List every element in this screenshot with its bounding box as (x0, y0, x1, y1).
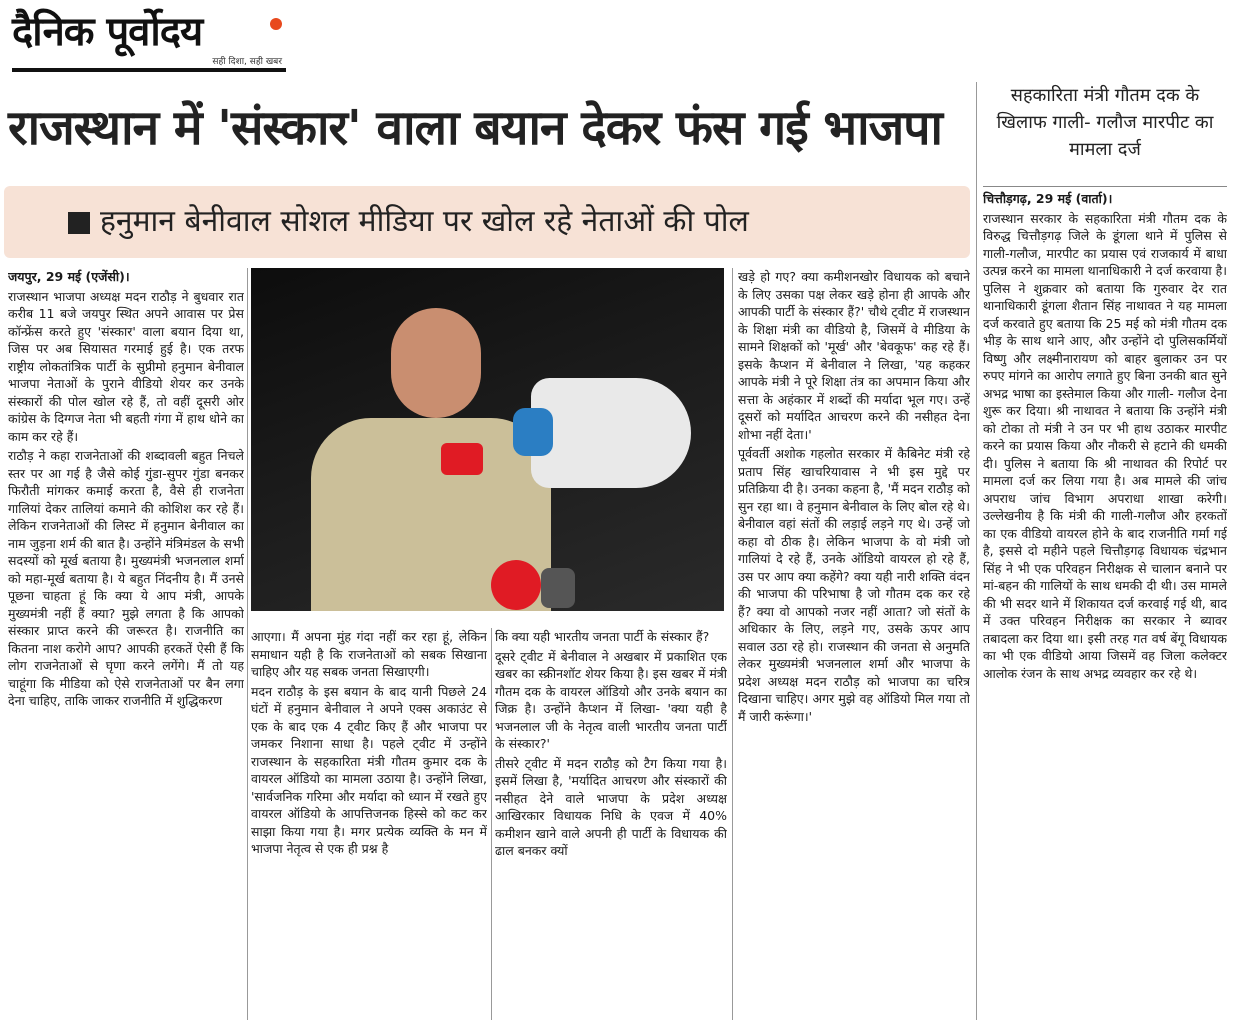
masthead-tagline: सही दिशा, सही खबर (212, 57, 282, 67)
article-photo (251, 268, 724, 611)
side-article-body (983, 190, 1227, 1020)
side-article-headline: सहकारिता मंत्री गौतम दक के खिलाफ गाली- गलौज मारपीट का मामला दर्ज (996, 85, 1214, 160)
logo-accent-dot (270, 18, 282, 30)
side-column-divider (976, 82, 977, 1020)
subheadline: हनुमान बेनीवाल सोशल मीडिया पर खोल रहे नेताओं की पोल (100, 204, 749, 239)
megaphone-cap (513, 408, 553, 456)
square-bullet-icon (68, 212, 90, 234)
article-paragraph: खड़े हो गए? क्या कमीशनखोर विधायक को बचाने के लिए उसका पक्ष लेकर खड़े होना ही आपके और आपकी पार्टी के संस्कार हैं?' चौथे ट्वीट में राजस्थान के शिक्षा मंत्री का वीडियो है, जिसमें वे मीडिया के सामने शिक्षकों को 'मूर्ख' और 'बेवकूफ' कह रहे हैं। इसके कैप्शन में बेनीवाल ने लिखा, 'यह कहकर आपके मंत्री ने पूरे शिक्षा तंत्र का अपमान किया और सत्ता के अहंकार में शब्दों की मर्यादा भूल गए। उन्हें दूसरों को मर्यादित आचरण करने की नसीहत देना शोभा नहीं देता।' (738, 269, 970, 442)
side-headline-rule (983, 186, 1227, 187)
main-article-column-3 (495, 628, 727, 1020)
masthead (12, 6, 286, 72)
article-paragraph: राठौड़ ने कहा राजनेताओं की शब्दावली बहुत निचले स्तर पर आ गई है जैसे कोई गुंडा-सुपर गुंडा बनकर फिरौती मांगकर कमाई करता है, वैसे ही राजनेता गालियां देकर तालियां कमाने की कोशिश कर रहे हैं। लेकिन राजनेताओं की लिस्ट में हनुमान बेनीवाल का नाम जुड़ना शर्म की बात है। उन्होंने मंत्रिमंडल के सभी सदस्यों को मूर्ख बताया है। मुख्यमंत्री भजनलाल शर्मा को महा-मूर्ख बताया है। ये बहुत निंदनीय है। मैं उनसे पूछना चाहता हूं कि क्या ये आप मंत्री, आपके मुख्यमंत्री नहीं हैं क्या? मुझे लगता है कि आपको संस्कार प्राप्त करने की जरूरत है। राजनीति का कितना नाश करोगे आप? आपकी हरकतें ऐसी हैं कि लोग राजनेताओं से घृणा करने लगेंगे। मैं तो यह चाहूंगा कि मीडिया को ऐसे राजनेताओं पर बैन लगा देना चाहिए, ताकि जाकर राजनीति में शुद्धिकरण (8, 448, 244, 708)
article-paragraph: दूसरे ट्वीट में बेनीवाल ने अखबार में प्रकाशित एक खबर का स्क्रीनशॉट शेयर किया है। इस खबर में मंत्री गौतम दक के वायरल ऑडियो और उनके बयान का जिक्र है। उन्होंने कैप्शन में लिखा- 'क्या यही है भजनलाल जी के नेतृत्व वाली भारतीय जनता पार्टी के संस्कार?' (495, 648, 727, 751)
side-article-paragraph: राजस्थान सरकार के सहकारिता मंत्री गौतम दक के विरुद्ध चित्तौड़गढ़ जिले के डूंगला थाने में पुलिस से गाली-गलौज, मारपीट का प्रयास एवं राजकार्य में बाधा उत्पन्न करने का मामला थानाधिकारी ने दर्ज करवाया है। पुलिस ने शुक्रवार को बताया कि गुरुवार देर रात थानाधिकारी डूंगला शैतान सिंह नाथावत ने यह मामला दर्ज करवाते हुए बताया कि 25 मई को मंत्री गौतम दक भीड़ के साथ थाने आए, और उन्होंने दो पुलिसकर्मियों विष्णु और लक्ष्मीनारायण को बाहर बुलाकर उन पर रुपए मांगने का आरोप लगाते हुए बिना उनकी बात सुने अभद्र भाषा का इस्तेमाल किया और गाली- गलौज देना शुरू कर दिया। श्री नाथावत ने बताया कि उन्होंने मंत्री को टोका तो मंत्री ने उन पर भी हाथ उठाकर मारपीट करने का प्रयास किया और नौकरी से हटाने की धमकी दी। पुलिस ने बताया कि श्री नाथावत की रिपोर्ट पर मामला दर्ज कर लिया गया है। अब मामले की जांच अपराध जांच विभाग अपराधा शाखा करेगी। उल्लेखनीय है कि मंत्री की गाली-गलौज और हरकतों का एक वीडियो वायरल होने के बाद राजनीति गर्मा गई है, इससे दो महीने पहले चित्तौड़गढ़ विधायक चंद्रभान सिंह ने भी एक परिवहन निरीक्षक से चालान बनाने पर मां-बहन की गालियों के साथ धमकी दी थी। उस मामले की भी सदर थाने में शिकायत दर्ज करवाई गई थी, बाद में उक्त परिवहन निरीक्षक का सरकार ने ब्यावर तबादला कर दिया था। इसी तरह गत वर्ष बेंगू विधायक का भी एक वीडियो आया जिसमें वह जिला कलेक्टर आलोक रंजन के साथ अभद्र व्यवहार कर रहे थे। (983, 210, 1227, 681)
article-paragraph: पूर्ववर्ती अशोक गहलोत सरकार में कैबिनेट मंत्री रहे प्रताप सिंह खाचरियावास ने भी इस मुद्दे पर प्रतिक्रिया दी है। उनका कहना है, 'मैं मदन राठौड़ को सुन रहा था। वे हनुमान बेनीवाल के लिए बोल रहे थे। बेनीवाल वहां संतों की लड़ाई लड़ने गए थे। उन्हें जो कहा वो ठीक है। लेकिन भाजपा के वो मंत्री जो गालियां दे रहे हैं, उनके ऑडियो वायरल हो रहे हैं, उस पर आप क्या कहेंगे? क्या यही नारी शक्ति वंदन की भाजपा की परिभाषा है जो गौतम दक कर रहे हैं? क्या वो आपको नजर नहीं आता? जो संतों के अधिकार के लिए, लड़ने गए, उसके ऊपर आप सवाल उठा रहे हो। राजस्थान की जनता से अनुमति लेकर मुख्यमंत्री भजनलाल शर्मा और भाजपा के प्रदेश अध्यक्ष मदन राठौड़ को भाजपा का चरित्र दिखाना चाहिए। अगर मुझे वह ऑडियो मिल गया तो मैं जारी करूंगा।' (738, 446, 970, 724)
article-paragraph: राजस्थान भाजपा अध्यक्ष मदन राठौड़ ने बुधवार रात करीब 11 बजे जयपुर स्थित अपने आवास पर प्रेस कॉन्फ्रेंस करते हुए 'संस्कार' वाला बयान दिया था, जिस पर अब सियासत गरमाई हुई है। एक तरफ राष्ट्रीय लोकतांत्रिक पार्टी के सुप्रीमो हनुमान बेनीवाल भाजपा नेताओं के पुराने वीडियो शेयर कर उनके संस्कारों की पोल खोल रहे हैं, तो वहीं दूसरी ओर कांग्रेस के दिग्गज नेता भी बहती गंगा में हाथ धोने का काम कर रहे हैं। (8, 288, 244, 444)
main-article-dateline: जयपुर, 29 मई (एजेंसी)। (8, 269, 130, 284)
pti-microphone (441, 443, 483, 475)
article-paragraph: मदन राठौड़ के इस बयान के बाद यानी पिछले 24 घंटों में हनुमान बेनीवाल ने अपने एक्स अकाउंट से एक के बाद एक 4 ट्वीट किए हैं और भाजपा पर जमकर निशाना साधा है। पहले ट्वीट में उन्होंने राजस्थान के सहकारिता मंत्री गौतम कुमार दक के वायरल ऑडियो का मामला उठाया है। उन्होंने लिखा, 'सार्वजनिक गरिमा और मर्यादा को ध्यान में रखते हुए वायरल ऑडियो के आपत्तिजनक हिस्से को कट कर साझा किया गया है। मगर प्रत्येक व्यक्ति के मन में भाजपा नेतृत्व से एक ही प्रश्न है (251, 683, 487, 856)
main-article-column-2 (251, 628, 487, 1020)
newspaper-logo: दैनिक पूर्वोदय (12, 8, 203, 55)
main-headline: राजस्थान में 'संस्कार' वाला बयान देकर फंस गई भाजपा (8, 100, 942, 156)
masthead-rule (12, 68, 286, 72)
article-paragraph: कि क्या यही भारतीय जनता पार्टी के संस्कार हैं? (495, 629, 710, 644)
column-divider (491, 628, 492, 1020)
column-divider (732, 268, 733, 1020)
main-article-column-1 (8, 268, 244, 1016)
article-paragraph: आएगा। मैं अपना मुंह गंदा नहीं कर रहा हूं, लेकिन समाधान यही है कि राजनेताओं को सबक सिखाना चाहिए और यह सबक जनता सिखाएगी। (251, 629, 487, 679)
main-article-column-4 (738, 268, 970, 1020)
column-divider (247, 268, 248, 1020)
photo-person-head (391, 308, 481, 418)
subheadline-banner (4, 186, 970, 258)
side-article-dateline: चित्तौड़गढ़, 29 मई (वार्ता)। (983, 191, 1113, 206)
article-paragraph: तीसरे ट्वीट में मदन राठौड़ को टैग किया गया है। इसमें लिखा है, 'मर्यादित आचरण और संस्कारों की नसीहत देने वाले भाजपा के प्रदेश अध्यक्ष आखिरकार विधायक निधि के एवज में 40% कमीशन खाने वाले अपनी ही पार्टी के विधायक की ढाल बनकर क्यों (495, 755, 727, 858)
red-microphone (491, 560, 541, 610)
grey-microphone (541, 568, 575, 608)
megaphone-icon (531, 378, 691, 488)
